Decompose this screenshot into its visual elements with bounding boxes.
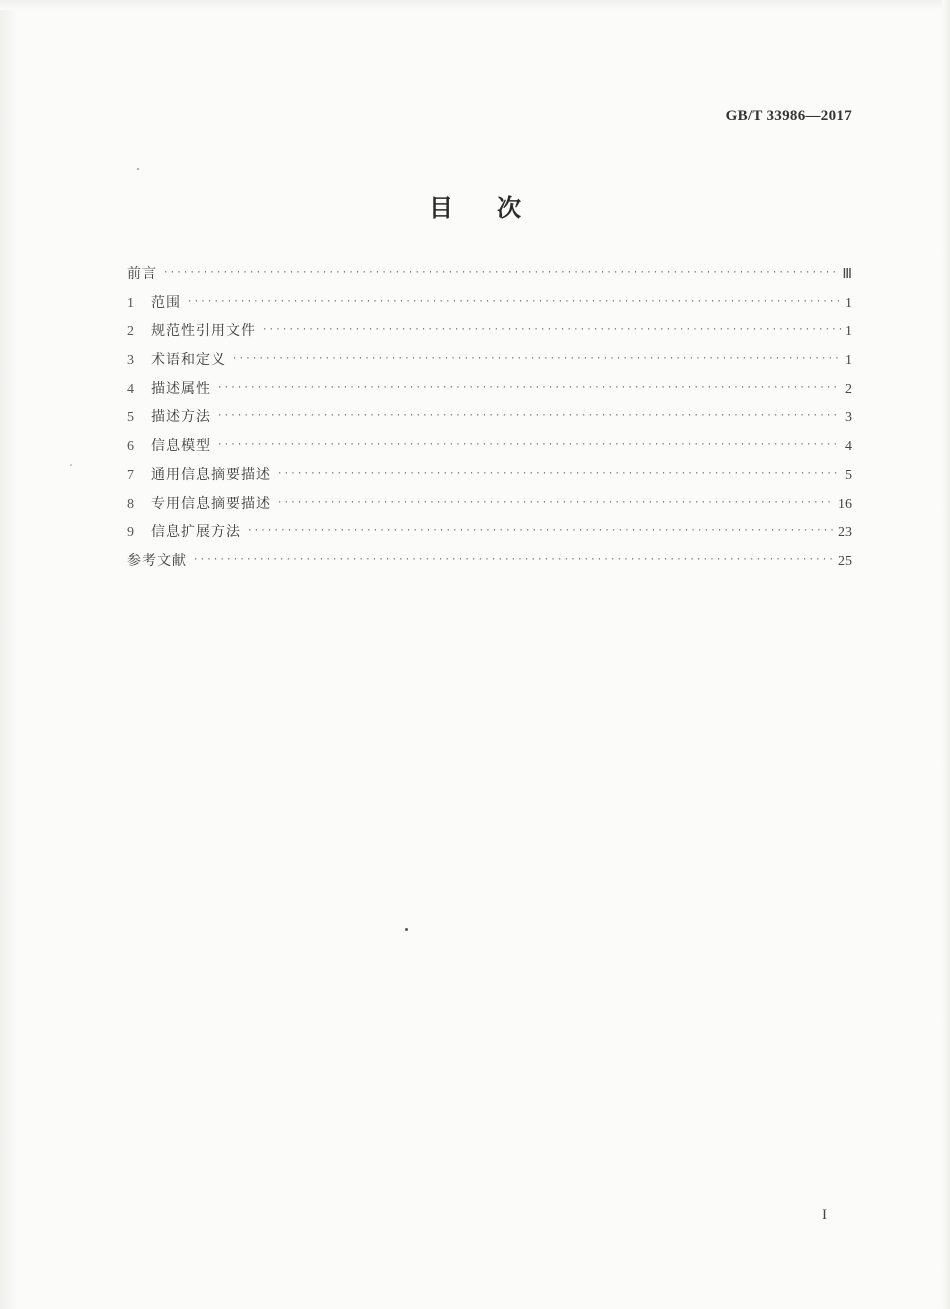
scan-speck xyxy=(70,464,72,466)
toc-list xyxy=(127,263,852,579)
toc-entry-page: 16 xyxy=(838,496,852,512)
toc-entry-number: 9 xyxy=(127,525,134,541)
toc-entry-page: 23 xyxy=(838,525,852,541)
toc-entry-label: 描述方法 xyxy=(151,409,211,426)
toc-entry-page: 25 xyxy=(838,553,852,569)
toc-title: 目次 xyxy=(429,194,565,222)
toc-leader-dots xyxy=(193,555,834,565)
toc-entry-number: 1 xyxy=(127,295,134,311)
toc-entry-page: 1 xyxy=(845,295,852,311)
toc-entry-page: 3 xyxy=(845,410,852,426)
toc-entry-label: 范围 xyxy=(151,294,181,311)
toc-entry-page: Ⅲ xyxy=(842,267,852,282)
toc-entry-number: 2 xyxy=(127,324,134,340)
scan-speck xyxy=(405,928,408,931)
toc-leader-dots xyxy=(277,469,841,479)
toc-entry-page: 1 xyxy=(845,324,852,340)
toc-entry-foreword[interactable] xyxy=(127,263,852,292)
toc-entry-7[interactable] xyxy=(127,464,852,493)
toc-entry-9[interactable] xyxy=(127,521,852,550)
toc-leader-dots xyxy=(217,411,841,421)
toc-entry-label: 术语和定义 xyxy=(151,352,226,369)
toc-entry-label: 规范性引用文件 xyxy=(151,323,256,340)
toc-entry-1[interactable] xyxy=(127,292,852,321)
standard-number: GB/T 33986—2017 xyxy=(725,108,852,124)
toc-entry-label: 通用信息摘要描述 xyxy=(151,466,271,483)
toc-entry-2[interactable] xyxy=(127,320,852,349)
toc-leader-dots xyxy=(217,440,841,450)
toc-entry-label: 描述属性 xyxy=(151,380,211,397)
toc-leader-dots xyxy=(187,297,841,307)
toc-leader-dots xyxy=(247,526,834,536)
toc-entry-references[interactable] xyxy=(127,550,852,579)
toc-entry-page: 2 xyxy=(845,381,852,397)
toc-entry-number: 8 xyxy=(127,496,134,512)
toc-entry-label: 专用信息摘要描述 xyxy=(151,495,271,512)
toc-entry-3[interactable] xyxy=(127,349,852,378)
toc-entry-page: 1 xyxy=(845,353,852,369)
toc-entry-number: 7 xyxy=(127,467,134,483)
toc-entry-page: 5 xyxy=(845,467,852,483)
page-number: I xyxy=(822,1207,827,1223)
toc-entry-6[interactable] xyxy=(127,435,852,464)
toc-entry-5[interactable] xyxy=(127,406,852,435)
toc-leader-dots xyxy=(262,325,841,335)
toc-leader-dots xyxy=(232,354,841,364)
toc-entry-4[interactable] xyxy=(127,378,852,407)
toc-entry-8[interactable] xyxy=(127,493,852,522)
toc-entry-label: 参考文献 xyxy=(127,552,187,569)
scan-edge-top xyxy=(0,0,950,10)
toc-entry-number: 4 xyxy=(127,381,134,397)
toc-entry-page: 4 xyxy=(845,439,852,455)
toc-leader-dots xyxy=(277,498,834,508)
toc-leader-dots xyxy=(217,383,841,393)
toc-leader-dots xyxy=(163,268,838,278)
toc-entry-label: 信息扩展方法 xyxy=(151,524,241,541)
toc-entry-number: 5 xyxy=(127,410,134,426)
toc-entry-label: 前言 xyxy=(127,266,157,282)
toc-entry-label: 信息模型 xyxy=(151,438,211,455)
toc-entry-number: 6 xyxy=(127,439,134,455)
scan-speck xyxy=(137,168,139,170)
toc-entry-number: 3 xyxy=(127,353,134,369)
